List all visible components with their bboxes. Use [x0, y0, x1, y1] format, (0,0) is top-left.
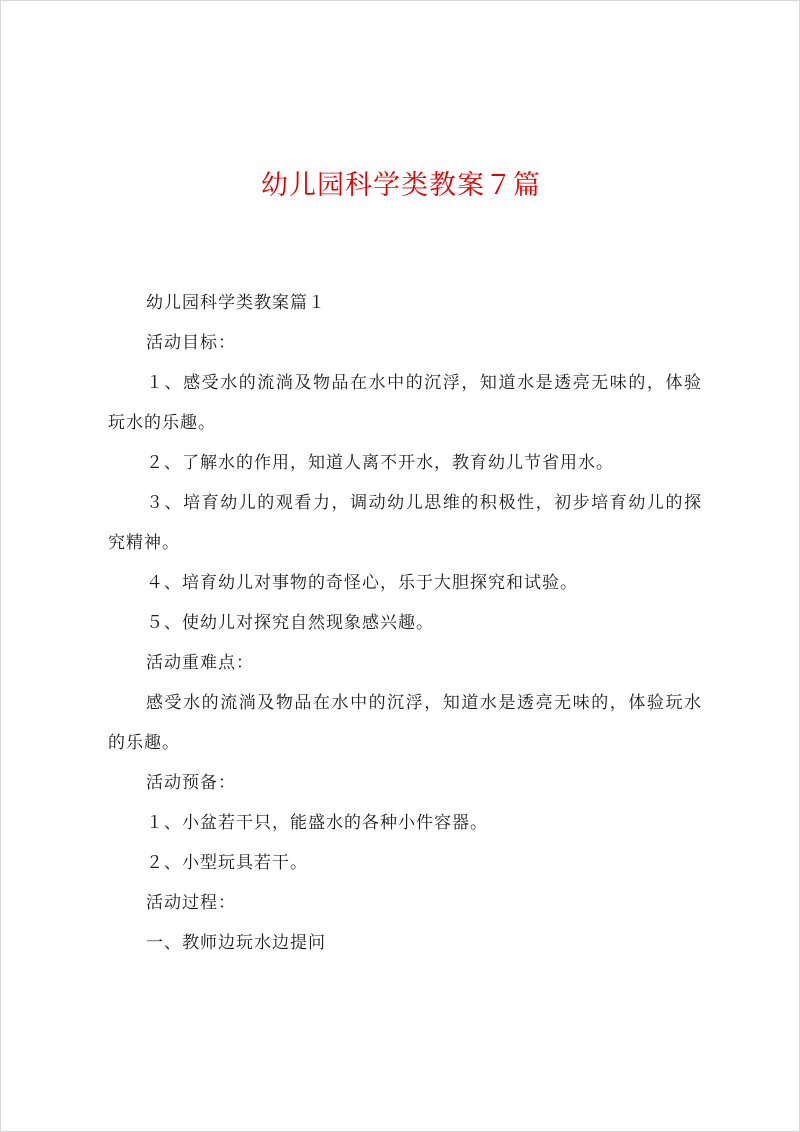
- objective-item: ４、培育幼儿对事物的奇怪心，乐于大胆探究和试验。: [146, 573, 578, 593]
- objective-item: ２、了解水的作用，知道人离不开水，教育幼儿节省用水。: [146, 453, 614, 473]
- objective-item: ５、使幼儿对探究自然现象感兴趣。: [146, 613, 434, 633]
- objective-item: １、感受水的流淌及物品在水中的沉浮，知道水是透亮无味的，体验玩水的乐趣。: [108, 373, 702, 433]
- key-points-text: 感受水的流淌及物品在水中的沉浮，知道水是透亮无味的，体验玩水的乐趣。: [108, 693, 702, 753]
- preparation-item: １、小盆若干只，能盛水的各种小件容器。: [146, 813, 488, 833]
- document-body: [108, 283, 702, 963]
- section-heading: 幼儿园科学类教案篇１: [146, 293, 326, 313]
- objective-item: ３、培育幼儿的观看力，调动幼儿思维的积极性，初步培育幼儿的探究精神。: [108, 493, 702, 553]
- process-step: 一、教师边玩水边提问: [146, 933, 326, 953]
- subheading-objectives: 活动目标：: [146, 333, 236, 353]
- document-title: 幼儿园科学类教案７篇: [261, 170, 541, 201]
- subheading-process: 活动过程：: [146, 893, 236, 913]
- subheading-key-points: 活动重难点：: [146, 653, 254, 673]
- subheading-preparation: 活动预备：: [146, 773, 236, 793]
- preparation-item: ２、小型玩具若干。: [146, 853, 308, 873]
